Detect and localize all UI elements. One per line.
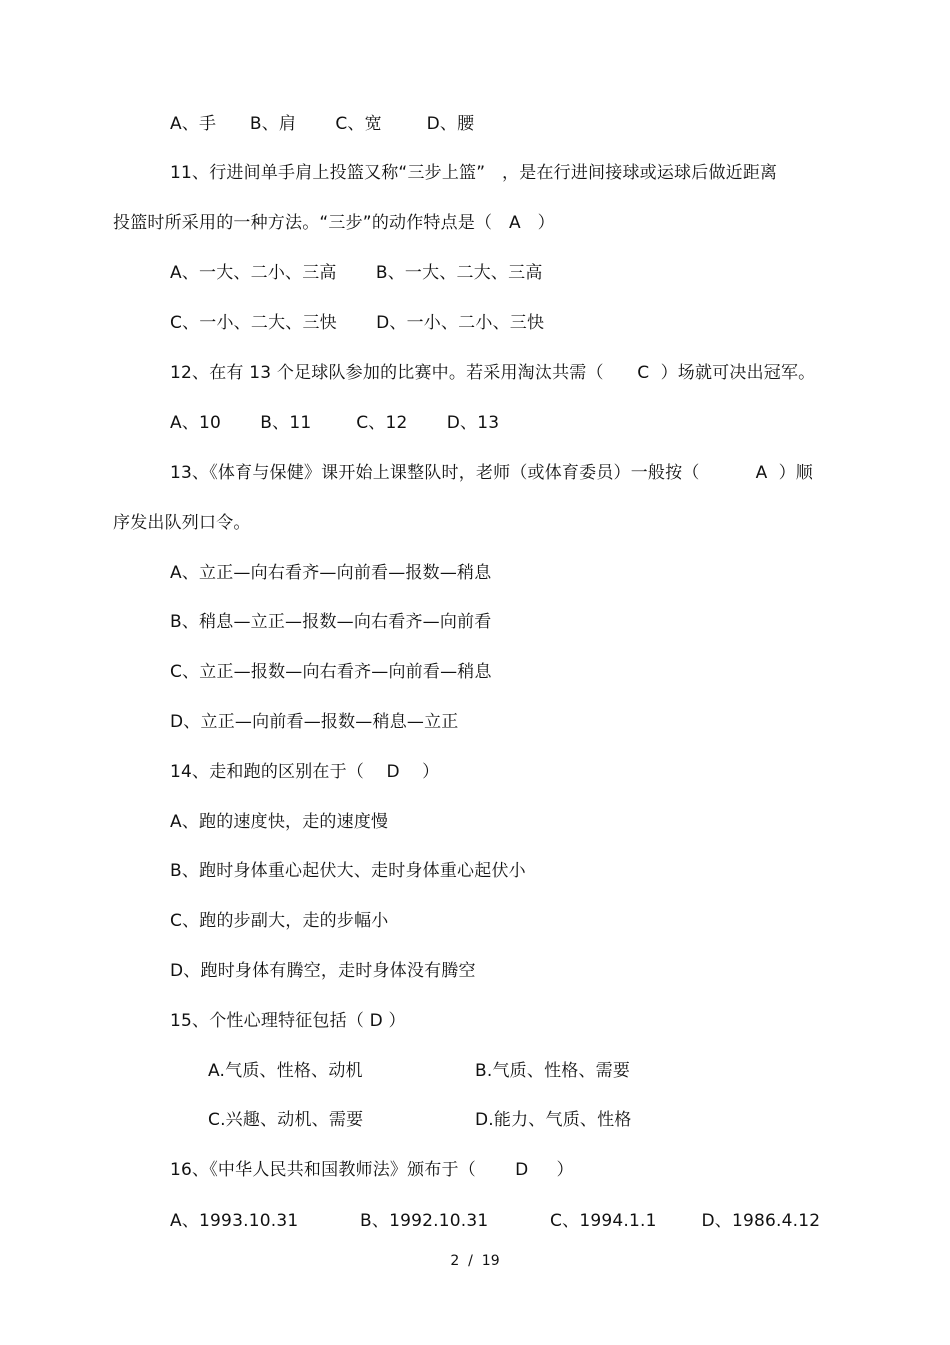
q12-stem: 12、在有 13 个足球队参加的比赛中。若采用淘汰共需（ C ）场就可决出冠军。	[170, 363, 816, 383]
q15-stem: 15、个性心理特征包括（ D ）	[170, 1011, 406, 1031]
q14-stem: 14、走和跑的区别在于（ D ）	[170, 762, 440, 782]
q13-option-a: A、立正—向右看齐—向前看—报数—稍息	[170, 563, 492, 583]
q13-stem-line1: 13、《体育与保健》课开始上课整队时，老师（或体育委员）一般按（ A ）顺	[170, 463, 814, 483]
q14-option-c: C、跑的步副大，走的步幅小	[170, 911, 389, 931]
q10-options: A、手 B、肩 C、宽 D、腰	[170, 114, 475, 134]
q13-stem-line2: 序发出队列口令。	[113, 513, 251, 533]
q12-options: A、10 B、11 C、12 D、13	[170, 413, 500, 433]
q15-option-b: B.气质、性格、需要	[475, 1061, 631, 1081]
q15-option-a: A.气质、性格、动机	[208, 1061, 363, 1081]
q11-options-cd: C、一小、二大、三快 D、一小、二小、三快	[170, 313, 545, 333]
q15-option-d: D.能力、气质、性格	[475, 1110, 632, 1130]
q13-option-d: D、立正—向前看—报数—稍息—立正	[170, 712, 459, 732]
q15-option-c: C.兴趣、动机、需要	[208, 1110, 364, 1130]
q11-stem-line1: 11、行进间单手肩上投篮又称“三步上篮” ，是在行进间接球或运球后做近距离	[170, 163, 778, 183]
page-number: 2 / 19	[450, 1253, 500, 1269]
q14-option-d: D、跑时身体有腾空，走时身体没有腾空	[170, 961, 476, 981]
q16-options: A、1993.10.31 B、1992.10.31 C、1994.1.1 D、1986.4.12	[170, 1211, 821, 1231]
q16-stem: 16、《中华人民共和国教师法》颁布于（ D ）	[170, 1160, 574, 1180]
q11-stem-line2: 投篮时所采用的一种方法。“三步”的动作特点是（ A ）	[113, 213, 555, 233]
q11-options-ab: A、一大、二小、三高 B、一大、二大、三高	[170, 263, 543, 283]
q13-option-b: B、稍息—立正—报数—向右看齐—向前看	[170, 612, 492, 632]
q14-option-a: A、跑的速度快，走的速度慢	[170, 812, 389, 832]
q13-option-c: C、立正—报数—向右看齐—向前看—稍息	[170, 662, 492, 682]
q14-option-b: B、跑时身体重心起伏大、走时身体重心起伏小	[170, 861, 526, 881]
